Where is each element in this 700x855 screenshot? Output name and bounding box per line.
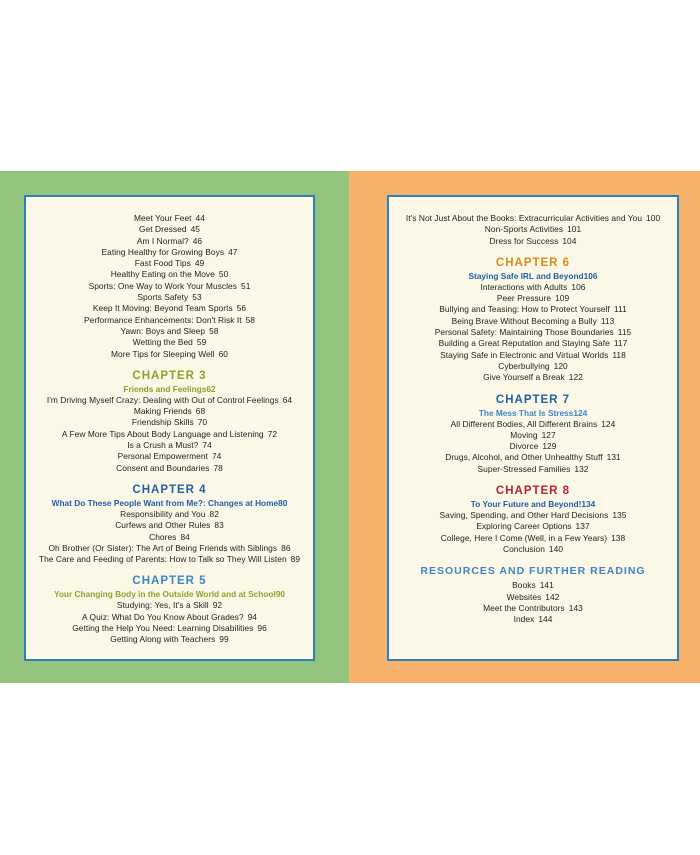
toc-entry-title: Super-Stressed Families [477, 463, 571, 474]
toc-entry [26, 247, 313, 258]
toc-entry-title: Books [512, 580, 536, 591]
toc-entry-page: 100 [646, 213, 661, 223]
chapter-3-title [26, 383, 313, 395]
toc-entry [389, 452, 677, 463]
chapter-title-page: 80 [278, 497, 288, 508]
toc-entry [389, 213, 677, 224]
toc-entry-title: Friendship Skills [131, 417, 194, 428]
toc-entry [26, 315, 313, 326]
toc-entry [26, 326, 313, 337]
toc-entry-page: 70 [197, 417, 208, 428]
toc-entry-title: Websites [506, 591, 542, 602]
toc-entry-page: 92 [212, 600, 223, 611]
toc-entry-page: 64 [282, 394, 293, 405]
toc-entry [389, 361, 677, 372]
left-page [0, 171, 349, 683]
toc-entry [26, 417, 313, 428]
chapter-title-text: To Your Future and Beyond! [470, 499, 582, 510]
left-toc-panel [24, 195, 315, 661]
toc-entry-page: 84 [180, 531, 190, 542]
toc-entry-title: Divorce [509, 441, 539, 452]
toc-entry [26, 213, 313, 224]
toc-entry-title: College, Here I Come (Well, in a Few Years) [440, 532, 608, 543]
toc-entry-title: The Care and Feeding of Parents: How to Talk so They Will Listen [38, 554, 287, 565]
toc-entry [26, 292, 313, 303]
chapter-7-title [389, 407, 677, 419]
right-toc-panel [387, 195, 679, 661]
toc-entry-page: 58 [209, 325, 219, 336]
toc-entry-title: Chores [149, 531, 177, 542]
toc-entry [26, 532, 313, 543]
toc-entry [389, 464, 677, 475]
toc-entry-title: Getting the Help You Need: Learning Disabilities [72, 623, 254, 634]
toc-entry [26, 554, 313, 565]
toc-entry-title: Building a Great Reputation and Staying Safe [438, 338, 610, 349]
toc-entry-page: 51 [241, 280, 251, 291]
chapter-title-page: 90 [275, 589, 286, 600]
toc-entry [26, 303, 313, 314]
toc-entry-page: 144 [538, 614, 553, 625]
chapter-5-heading: CHAPTER 5 [132, 575, 207, 588]
chapter-title-page: 124 [573, 407, 588, 418]
chapter-3-heading: CHAPTER 3 [132, 369, 207, 382]
toc-entry [389, 603, 677, 614]
toc-entry-page: 78 [213, 462, 223, 473]
toc-entry-title: Personal Safety: Maintaining Those Boundaries [434, 327, 614, 338]
toc-entry [26, 258, 313, 269]
toc-entry [389, 614, 677, 625]
toc-entry [389, 430, 677, 441]
toc-entry [26, 600, 313, 611]
toc-entry-title: Saving, Spending, and Other Hard Decisions [439, 510, 609, 521]
toc-entry-page: 59 [196, 337, 207, 348]
toc-entry [26, 612, 313, 623]
toc-entry-page: 109 [555, 293, 570, 304]
toc-entry [26, 429, 313, 440]
toc-entry [26, 520, 313, 531]
chapter-4-title [26, 497, 313, 509]
toc-entry-title: Sports: One Way to Work Your Muscles [88, 280, 237, 291]
toc-entry-page: 53 [192, 292, 202, 303]
toc-entry-page: 115 [617, 327, 632, 338]
toc-entry-page: 82 [209, 508, 219, 519]
toc-entry [26, 451, 313, 462]
toc-entry [26, 281, 313, 292]
toc-entry-title: Making Friends [133, 406, 192, 417]
toc-entry-title: Interactions with Adults [480, 281, 568, 292]
toc-entry-page: 94 [247, 611, 257, 622]
toc-entry [26, 509, 313, 520]
toc-entry-page: 86 [281, 542, 291, 553]
toc-entry-page: 135 [612, 510, 627, 521]
toc-entry [26, 463, 313, 474]
toc-entry-page: 127 [541, 429, 556, 440]
toc-entry-page: 122 [568, 372, 583, 383]
chapter-title-text: The Mess That Is Stress [478, 407, 574, 418]
toc-entry-page: 111 [613, 304, 627, 315]
toc-entry-title: Oh Brother (Or Sister): The Art of Being Friends with Siblings [48, 542, 278, 553]
toc-entry [26, 236, 313, 247]
toc-entry-page: 124 [601, 418, 616, 429]
toc-entry-page: 45 [190, 224, 200, 235]
toc-entry [389, 580, 677, 591]
toc-entry-title: I'm Driving Myself Crazy: Dealing with Out of Control Feelings [46, 394, 279, 405]
right-page [349, 171, 700, 683]
toc-entry-page: 72 [267, 428, 278, 439]
chapter-title-page: 106 [583, 270, 598, 281]
toc-entry-page: 74 [211, 451, 222, 462]
toc-entry-page: 49 [194, 258, 205, 269]
toc-entry-title: Bullying and Teasing: How to Protect Yourself [439, 304, 610, 315]
toc-entry [389, 304, 677, 315]
toc-entry [389, 544, 677, 555]
toc-entry-title: Curfews and Other Rules [115, 520, 211, 531]
chapter-6-title [389, 270, 677, 282]
toc-entry-title: It's Not Just About the Books: Extracurricular Activities and You [405, 213, 643, 223]
toc-entry-title: Staying Safe in Electronic and Virtual Worlds [440, 349, 609, 360]
book-spread [0, 171, 700, 683]
toc-entry [389, 316, 677, 327]
toc-entry-title: Wetting the Bed [132, 337, 193, 348]
chapter-title-text: Friends and Feelings [123, 383, 207, 394]
toc-entry-title: Non-Sports Activities [484, 224, 564, 235]
toc-entry-title: Keep It Moving: Beyond Team Sports [92, 303, 233, 314]
toc-entry [389, 419, 677, 430]
toc-entry [389, 224, 677, 235]
toc-entry-page: 138 [611, 532, 626, 543]
toc-entry [26, 337, 313, 348]
toc-entry [389, 533, 677, 544]
toc-entry [26, 634, 313, 645]
toc-entry [389, 236, 677, 247]
toc-entry-page: 143 [568, 602, 583, 613]
toc-entry-title: Sports Safety [137, 292, 189, 303]
toc-entry-page: 99 [219, 634, 229, 645]
toc-entry-title: Yawn: Boys and Sleep [120, 325, 206, 336]
toc-entry-page: 46 [192, 235, 203, 246]
chapter-title-page: 62 [206, 383, 216, 394]
resources-heading: RESOURCES AND FURTHER READING [420, 565, 646, 578]
toc-entry-title: Get Dressed [139, 224, 187, 235]
toc-entry-title: Studying: Yes, It's a Skill [116, 600, 209, 611]
toc-entry-page: 50 [218, 269, 229, 280]
toc-entry-page: 44 [195, 213, 205, 223]
toc-entry-title: Performance Enhancements: Don't Risk It [83, 314, 242, 325]
toc-entry-title: Consent and Boundaries [116, 462, 210, 473]
toc-entry-title: Meet Your Feet [134, 213, 192, 223]
toc-entry [26, 440, 313, 451]
toc-entry [389, 592, 677, 603]
chapter-5-title [26, 588, 313, 600]
toc-entry-title: Am I Normal? [136, 235, 189, 246]
toc-entry-title: Is a Crush a Must? [127, 440, 199, 451]
toc-entry-page: 58 [245, 314, 256, 325]
toc-entry-title: A Quiz: What Do You Know About Grades? [81, 611, 244, 622]
toc-entry-page: 113 [600, 315, 615, 326]
toc-entry-page: 120 [553, 360, 568, 371]
toc-entry-page: 47 [228, 246, 238, 257]
toc-entry-page: 68 [195, 406, 206, 417]
toc-entry-title: More Tips for Sleeping Well [110, 348, 215, 359]
toc-entry [389, 293, 677, 304]
toc-entry-title: Conclusion [502, 543, 545, 554]
toc-entry-page: 131 [606, 452, 621, 463]
toc-entry [389, 338, 677, 349]
toc-entry-page: 140 [548, 543, 564, 554]
toc-entry-title: Eating Healthy for Growing Boys [101, 246, 225, 257]
toc-entry-title: Drugs, Alcohol, and Other Unhealthy Stuff [445, 452, 603, 463]
toc-entry [389, 350, 677, 361]
toc-entry [389, 441, 677, 452]
toc-entry-title: Give Yourself a Break [483, 372, 565, 383]
chapter-4-heading: CHAPTER 4 [132, 483, 207, 496]
toc-entry-page: 141 [539, 580, 554, 591]
toc-entry-title: Being Brave Without Becoming a Bully [451, 315, 597, 326]
toc-entry-page: 142 [545, 591, 560, 602]
toc-entry-title: Personal Empowerment [117, 451, 208, 462]
toc-entry-title: Cyberbullying [498, 360, 550, 371]
toc-entry-page: 129 [542, 441, 557, 452]
toc-entry-title: Meet the Contributors [483, 602, 565, 613]
toc-entry-page: 117 [613, 338, 628, 349]
toc-entry-title: Dress for Success [489, 235, 559, 246]
chapter-8-heading: CHAPTER 8 [495, 485, 571, 498]
left-toc [26, 213, 313, 646]
toc-entry-page: 137 [575, 521, 590, 532]
toc-entry-title: Getting Along with Teachers [110, 634, 216, 645]
toc-entry [26, 623, 313, 634]
toc-entry-page: 56 [236, 303, 247, 314]
chapter-title-text: Staying Safe IRL and Beyond [468, 270, 584, 281]
toc-entry-page: 106 [571, 281, 586, 292]
toc-entry-page: 74 [202, 440, 212, 451]
chapter-title-page: 134 [581, 499, 596, 510]
chapter-title-text: Your Changing Body in the Outside World and at School [53, 589, 276, 600]
toc-entry [26, 269, 313, 280]
toc-entry-title: Exploring Career Options [476, 521, 572, 532]
toc-entry [389, 372, 677, 383]
toc-entry-title: Responsibility and You [120, 508, 206, 519]
toc-entry [26, 543, 313, 554]
chapter-8-title [389, 498, 677, 510]
right-toc [389, 213, 677, 625]
toc-entry-page: 118 [612, 349, 626, 360]
toc-entry [389, 327, 677, 338]
toc-entry-page: 60 [218, 348, 229, 359]
toc-entry-title: Fast Food Tips [134, 258, 191, 269]
chapter-title-text: What Do These People Want from Me?: Changes at Home [51, 497, 279, 508]
toc-entry-title: A Few More Tips About Body Language and Listening [61, 428, 264, 439]
toc-entry [389, 510, 677, 521]
toc-entry-title: Moving [510, 429, 538, 440]
toc-entry [26, 395, 313, 406]
chapter-7-heading: CHAPTER 7 [495, 393, 571, 406]
toc-entry-page: 83 [214, 520, 224, 531]
toc-entry [26, 349, 313, 360]
toc-entry-title: All Different Bodies, All Different Brains [450, 418, 598, 429]
toc-entry-page: 101 [567, 224, 582, 235]
toc-entry-page: 89 [290, 554, 301, 565]
toc-entry-title: Peer Pressure [496, 293, 552, 304]
toc-entry [26, 406, 313, 417]
toc-entry-page: 132 [574, 463, 589, 474]
toc-entry-page: 96 [257, 623, 267, 634]
toc-entry-page: 104 [562, 235, 577, 246]
toc-entry-title: Index [513, 614, 535, 625]
chapter-6-heading: CHAPTER 6 [495, 256, 571, 269]
toc-entry [26, 224, 313, 235]
toc-entry [389, 521, 677, 532]
toc-entry [389, 282, 677, 293]
toc-entry-title: Healthy Eating on the Move [110, 269, 215, 280]
